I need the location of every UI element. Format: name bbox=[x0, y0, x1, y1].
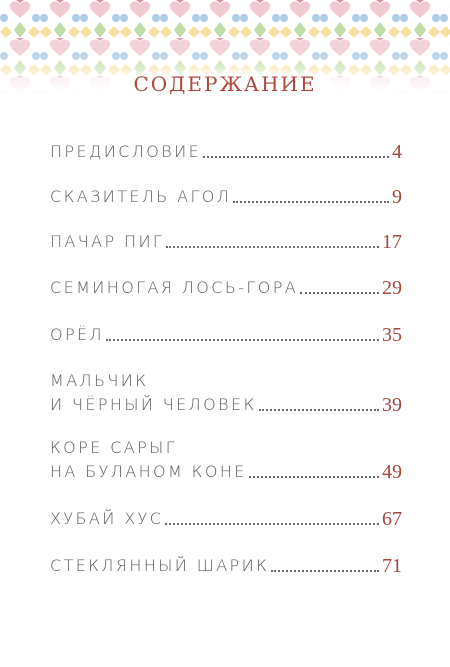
toc-entry-title: СЕМИНОГАЯ ЛОСЬ-ГОРА bbox=[50, 278, 299, 297]
toc-entry-page: 4 bbox=[392, 141, 402, 163]
toc-entry-title: СКАЗИТЕЛЬ АГОЛ bbox=[50, 187, 232, 206]
dot-leader bbox=[271, 570, 379, 572]
dot-leader bbox=[249, 476, 379, 478]
dot-leader bbox=[203, 156, 389, 158]
toc-entry-title: ХУБАЙ ХУС bbox=[50, 509, 164, 528]
toc-entry-title: ПРЕДИСЛОВИЕ bbox=[50, 142, 202, 161]
dot-leader bbox=[166, 246, 379, 248]
dot-leader bbox=[106, 339, 379, 341]
toc-entry[interactable] bbox=[50, 185, 402, 209]
dot-leader bbox=[233, 201, 389, 203]
toc-entry-page: 35 bbox=[382, 324, 402, 346]
toc-entry[interactable] bbox=[50, 230, 402, 254]
toc-entry[interactable] bbox=[50, 323, 402, 347]
toc-entry[interactable] bbox=[50, 369, 402, 417]
toc-entry-title: ПАЧАР ПИГ bbox=[50, 232, 165, 251]
toc-entry-title: СТЕКЛЯННЫЙ ШАРИК bbox=[50, 556, 270, 575]
toc-entry[interactable] bbox=[50, 276, 402, 300]
toc-entry[interactable] bbox=[50, 507, 402, 531]
toc-entry-page: 67 bbox=[382, 508, 402, 530]
dot-leader bbox=[300, 292, 379, 294]
toc-entry-page: 49 bbox=[382, 461, 402, 483]
toc-entry-page: 17 bbox=[382, 231, 402, 253]
toc-entry-page: 29 bbox=[382, 277, 402, 299]
toc-entry-page: 71 bbox=[382, 555, 402, 577]
page-title: содержание bbox=[133, 64, 317, 98]
dot-leader bbox=[259, 409, 379, 411]
toc-entry-page: 39 bbox=[382, 394, 402, 416]
toc-entry[interactable] bbox=[50, 436, 402, 484]
toc-entry[interactable] bbox=[50, 554, 402, 578]
toc-entry-page: 9 bbox=[392, 186, 402, 208]
toc-entry-title: ОРЁЛ bbox=[50, 325, 104, 344]
dot-leader bbox=[165, 523, 379, 525]
toc-entry-title: КОРЕ САРЫГ НА БУЛАНОМ КОНЕ bbox=[50, 438, 247, 481]
toc-entry-title: МАЛЬЧИК И ЧЁРНЫЙ ЧЕЛОВЕК bbox=[50, 371, 257, 414]
toc-entry[interactable] bbox=[50, 140, 402, 164]
